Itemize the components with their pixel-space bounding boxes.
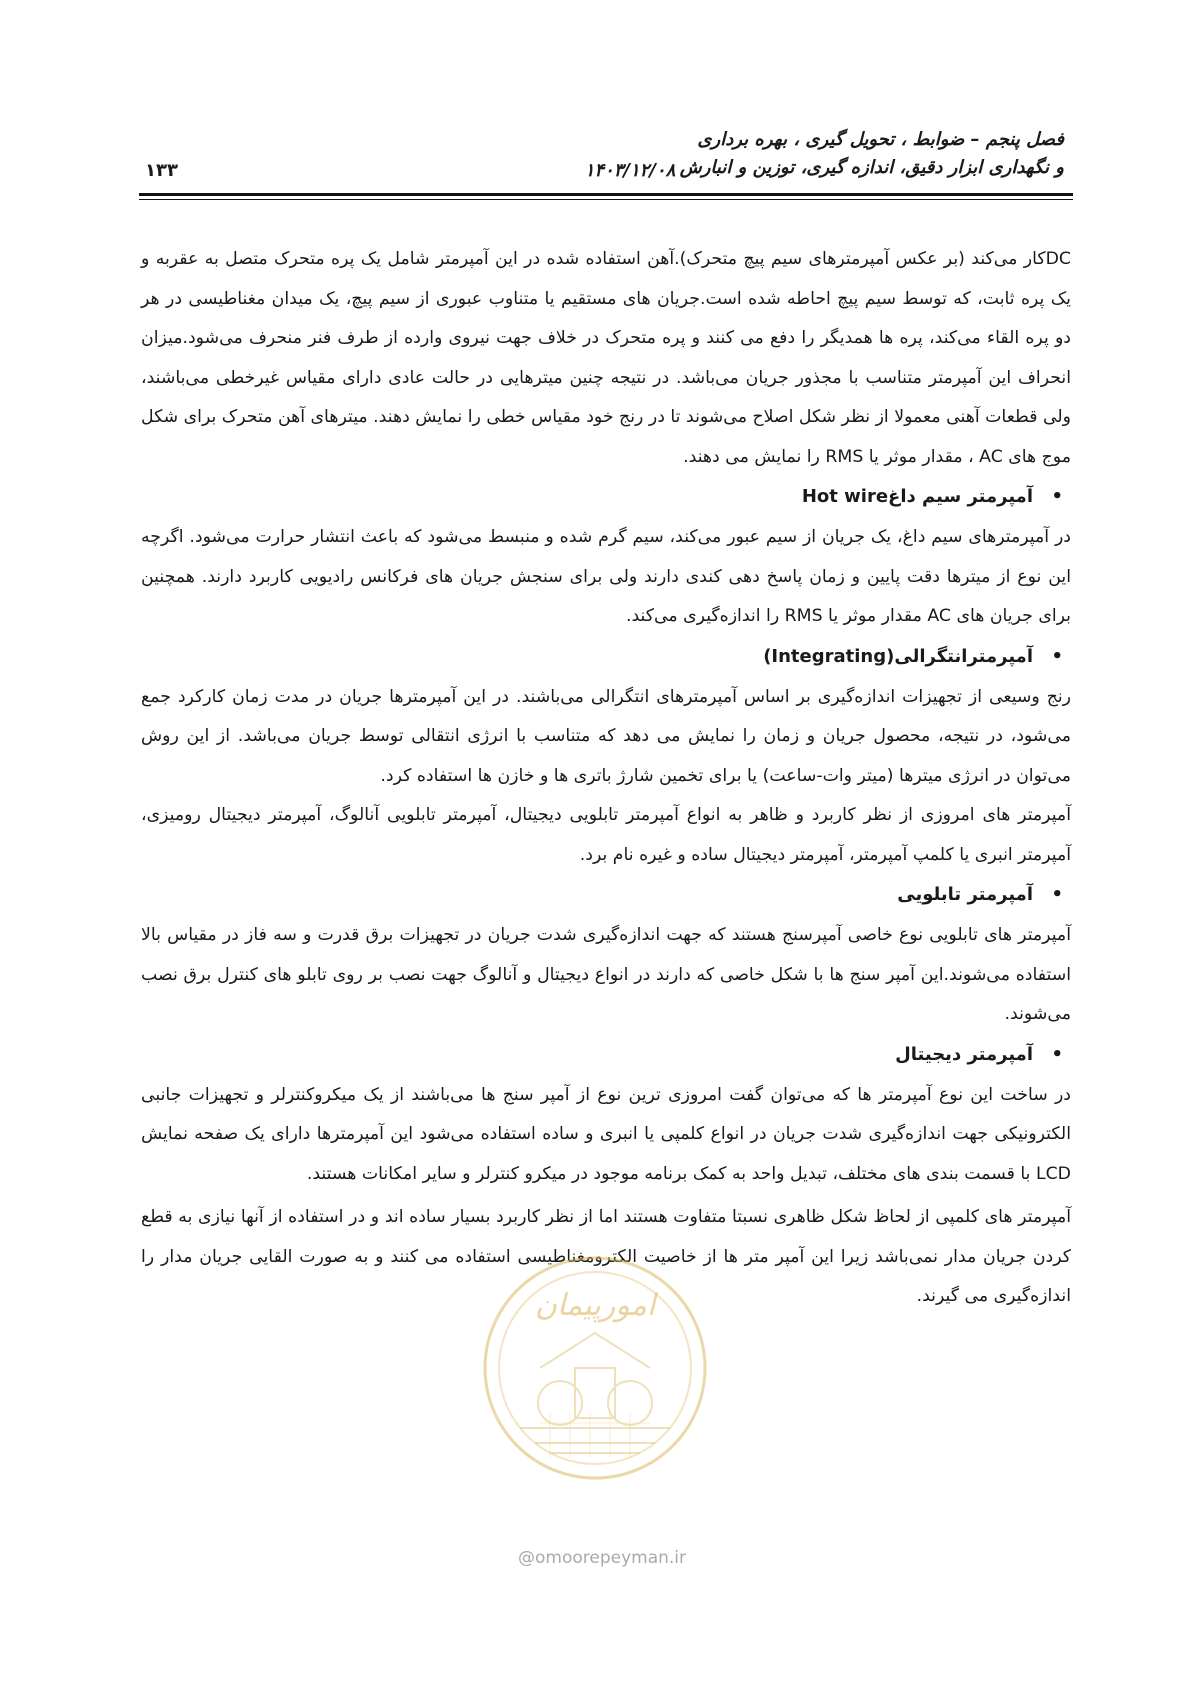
- body-content: [141, 240, 1071, 1317]
- header-rule-thin: [139, 199, 1073, 200]
- watermark-logo-icon: [480, 1253, 710, 1483]
- heading-hot-wire: [141, 477, 1071, 516]
- bullet-icon: •: [1051, 1043, 1063, 1065]
- header-rule-thick: [139, 193, 1073, 196]
- paragraph-integrating: رنج وسیعی از تجهیزات اندازه‌گیری بر اساس آمپرمترهای انتگرالی می‌باشند. در این آمپرمترها جریان در مدت زمان کارکرد جمع می‌شود، در نتیجه، محصول جریان و زمان را نمایش می دهد که متناسب با انرژی انتقالی توسط جریان می‌باشد. از این روش می‌توان در انرژی میترها (میتر وات-ساعت) یا برای تخمین شارژ باتری ها و خازن ها استفاده کرد.: [141, 686, 1071, 786]
- chapter-title-line2: و نگهداری ابزار دقیق، اندازه گیری، توزین و انبارش: [679, 157, 1064, 178]
- heading-text: آمپرمتر سیم داغHot wire: [801, 486, 1033, 507]
- header-date: ۱۴۰۳/۱۲/۰۸: [584, 160, 676, 181]
- heading-text: آمپرمترانتگرالی(Integrating): [763, 645, 1033, 667]
- bullet-icon: •: [1051, 884, 1063, 905]
- heading-integrating: [141, 637, 1071, 676]
- watermark-site-text: omoorepeyman.ir: [534, 1548, 687, 1568]
- heading-text: آمپرمتر تابلویی: [897, 884, 1033, 905]
- heading-text: آمپرمتر دیجیتال: [895, 1043, 1033, 1065]
- paragraph-hot-wire: در آمپرمترهای سیم داغ، یک جریان از سیم عبور می‌کند، سیم گرم شده و منبسط می‌شود که باعث انتشار حرارت می‌شود. اگرچه این نوع از میترها دقت پایین و زمان پاسخ دهی کندی دارند ولی برای سنجش جریان های فرکانس رادیویی کاربرد دارند. همچنین برای جریان های AC مقدار موثر یا RMS را اندازه‌گیری می‌کند.: [141, 527, 1071, 626]
- paragraph-digital-ammeter: در ساخت این نوع آمپرمتر ها که می‌توان گفت امروزی ترین نوع از آمپر سنج ها می‌باشند از یک میکروکنترلر و تجهیزات جانبی الکترونیکی جهت اندازه‌گیری شدت جریان در انواع کلمپی یا انبری و ساده استفاده می‌شود این آمپرمترها دارای یک صفحه نمایش LCD با قسمت بندی های مختلف، تبدیل واحد به کمک برنامه موجود در میکرو کنترلر و سایر امکانات هستند.: [141, 1084, 1071, 1184]
- page-number: ۱۳۳: [145, 160, 178, 181]
- heading-panel-ammeter: [141, 875, 1071, 914]
- at-icon: @: [517, 1548, 535, 1568]
- chapter-title: [644, 126, 1064, 182]
- chapter-title-line1: فصل پنجم – ضوابط ، تحویل گیری ، بهره برداری: [697, 129, 1064, 150]
- heading-digital-ammeter: [141, 1035, 1071, 1074]
- bullet-icon: •: [1051, 645, 1063, 667]
- paragraph-ammeter-types: آمپرمتر های امروزی از نظر کاربرد و ظاهر به انواع آمپرمتر تابلویی دیجیتال، آمپرمتر تابلویی آنالوگ، آمپرمتر دیجیتال رومیزی، آمپرمتر انبری یا کلمپ آمپرمتر، آمپرمتر دیجیتال ساده و غیره نام برد.: [141, 805, 1071, 865]
- paragraph-panel-ammeter: آمپرمتر های تابلویی نوع خاصی آمپرسنج هستند که جهت اندازه‌گیری شدت جریان در تجهیزات برق قدرت و سه فاز در مقیاس بالا استفاده می‌شوند.این آمپر سنج ها با شکل خاصی که دارند در انواع دیجیتال و آنالوگ جهت نصب بر روی تابلو های کنترل برق نصب می‌شوند.: [141, 925, 1071, 1024]
- bullet-icon: •: [1051, 486, 1063, 507]
- paragraph-moving-iron: DCکار می‌کند (بر عکس آمپرمترهای سیم پیچ متحرک).آهن استفاده شده در این آمپرمتر شامل یک پره متحرک متصل به عقربه و یک پره ثابت، که توسط سیم پیچ احاطه شده است.جریان های مستقیم یا متناوب عبوری از سیم پیچ، یک میدان مغناطیسی در هر دو پره القاء می‌کند، پره ها همدیگر را دفع می کنند و پره متحرک در خلاف جهت نیروی وارده از طرف فنر منحرف می‌شود.میزان انحراف این آمپرمتر متناسب با مجذور جریان می‌باشد. در نتیجه چنین میترهایی در حالت عادی دارای مقیاس غیرخطی می‌باشند، ولی قطعات آهنی معمولا از نظر شکل اصلاح می‌شوند تا در رنج خود مقیاس خطی را نمایش دهند. میترهای آهن متحرک برای شکل موج های AC ، مقدار موثر یا RMS را نمایش می دهند.: [141, 249, 1071, 467]
- watermark-site: [497, 1548, 707, 1568]
- watermark-logo-text: امورپیمان: [534, 1288, 656, 1323]
- paragraph-clamp-ammeter: آمپرمتر های کلمپی از لحاظ شکل ظاهری نسبتا متفاوت هستند اما از نظر کاربرد بسیار ساده اند و در استفاده از آنها نیازی به قطع کردن جریان مدار نمی‌باشد زیرا این آمپر متر ها از خاصیت الکترومغناطیسی استفاده می کنند و به صورت القایی جریان مدار را اندازه‌گیری می گیرند.: [141, 1207, 1071, 1306]
